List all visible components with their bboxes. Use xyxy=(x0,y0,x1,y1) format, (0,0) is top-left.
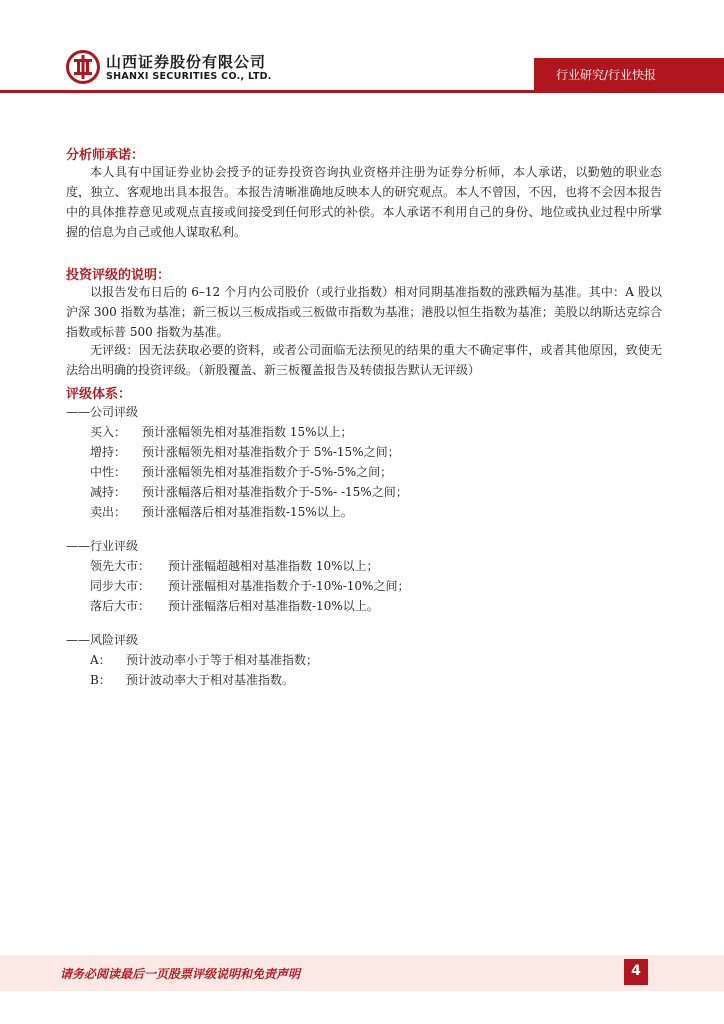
list-item-label: B： xyxy=(90,673,111,687)
list-item-desc: 预计涨幅领先相对基准指数 15%以上； xyxy=(142,425,353,439)
list-item-label: 中性： xyxy=(90,465,127,479)
list-item-label: 落后大市： xyxy=(90,599,151,613)
header-divider xyxy=(0,90,724,93)
list-item-desc: 预计涨幅落后相对基准指数-10%以上。 xyxy=(168,599,379,613)
page-footer xyxy=(0,955,724,991)
list-item-label: A： xyxy=(90,653,111,667)
rating-system-title: 评级体系： xyxy=(66,387,132,402)
report-type-label: 行业研究/行业快报 xyxy=(556,68,657,82)
list-item-desc: 预计涨幅相对基准指数介于-10%-10%之间； xyxy=(168,579,410,593)
page-header xyxy=(0,0,724,100)
list-item-label: 同步大市： xyxy=(90,579,151,593)
report-type-tab xyxy=(534,58,724,90)
industry-rating-heading: ——行业评级 xyxy=(66,539,139,553)
list-item-label: 增持： xyxy=(90,445,127,459)
list-item-desc: 预计波动率小于等于相对基准指数； xyxy=(126,653,319,667)
page-number-badge xyxy=(624,959,648,985)
company-name-cn: 山西证券股份有限公司 xyxy=(106,53,267,71)
risk-rating-heading: ——风险评级 xyxy=(66,633,139,647)
page-number: 4 xyxy=(631,963,641,979)
analyst-commitment-title: 分析师承诺： xyxy=(66,148,145,163)
footer-disclaimer: 请务必阅读最后一页股票评级说明和免责声明 xyxy=(60,967,301,981)
list-item-desc: 预计波动率大于相对基准指数。 xyxy=(126,673,295,687)
list-item-label: 卖出： xyxy=(90,505,127,519)
rating-explain-para2: 无评级：因无法获取必要的资料，或者公司面临无法预见的结果的重大不确定事件，或者其他原因，致使无法给出明确的投资评级。（新股覆盖、新三板覆盖报告及转债报告默认无评级） xyxy=(66,343,662,377)
list-item-label: 领先大市： xyxy=(90,559,151,573)
list-item-label: 买入： xyxy=(90,425,127,439)
list-item-desc: 预计涨幅超越相对基准指数 10%以上； xyxy=(168,559,379,573)
company-rating-heading: ——公司评级 xyxy=(66,405,139,419)
list-item-desc: 预计涨幅领先相对基准指数介于-5%-5%之间； xyxy=(142,465,393,479)
rating-explain-para1: 以报告发布日后的 6–12 个月内公司股价（或行业指数）相对同期基准指数的涨跌幅为基准。其中：A 股以沪深 300 指数为基准；新三板以三板成指或三板做市指数为基准；港股以恒生指数为基准；美股以纳斯达克综合指数或标普 500 指数为基准。 xyxy=(66,285,662,339)
list-item-desc: 预计涨幅落后相对基准指数-15%以上。 xyxy=(142,505,353,519)
company-logo-icon xyxy=(66,50,100,84)
list-item-label: 减持： xyxy=(90,485,127,499)
rating-explain-title: 投资评级的说明： xyxy=(66,268,171,283)
list-item-desc: 预计涨幅落后相对基准指数介于-5%- -15%之间； xyxy=(142,485,408,499)
company-name-en: SHANXI SECURITIES CO., LTD. xyxy=(106,71,272,82)
analyst-commitment-body: 本人具有中国证券业协会授予的证券投资咨询执业资格并注册为证券分析师，本人承诺，以勤勉的职业态度，独立、客观地出具本报告。本报告清晰准确地反映本人的研究观点。本人不曾因，不因，也将不会因本报告中的具体推荐意见或观点直接或间接受到任何形式的补偿。本人承诺不利用自己的身份、地位或执业过程中所掌握的信息为自己或他人谋取私利。 xyxy=(66,165,662,239)
list-item-desc: 预计涨幅领先相对基准指数介于 5%-15%之间； xyxy=(142,445,400,459)
